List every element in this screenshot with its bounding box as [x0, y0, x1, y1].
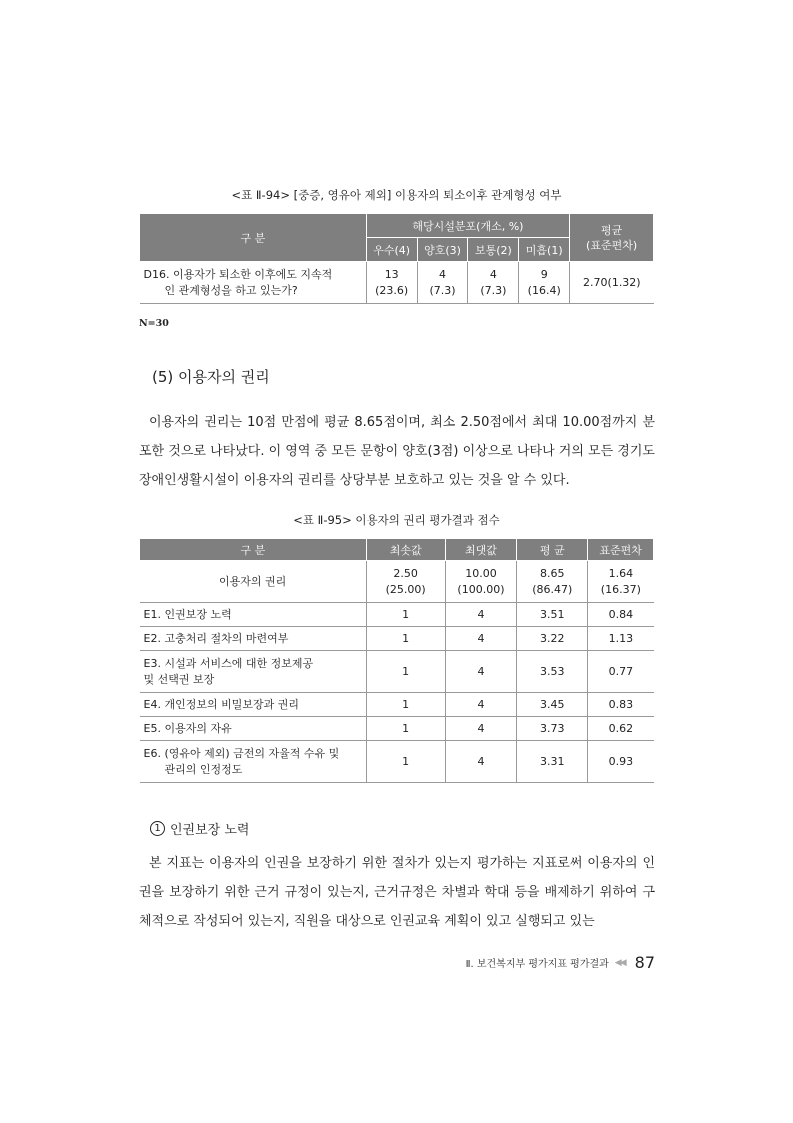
row-sd: 1.13 — [588, 627, 654, 651]
table-row — [140, 603, 654, 627]
table-94-header-col: 우수(4) — [366, 238, 417, 262]
table-94-mean: 2.70(1.32) — [570, 262, 654, 304]
table-row — [140, 561, 654, 603]
summary-min: 2.50 (25.00) — [366, 561, 445, 603]
row-sd: 0.62 — [588, 717, 654, 741]
pct-value: (16.4) — [527, 283, 561, 297]
table-row — [140, 627, 654, 651]
table-row — [140, 651, 654, 693]
pct-value: (7.3) — [429, 283, 456, 297]
table-row — [140, 693, 654, 717]
row-mean: 3.45 — [517, 693, 588, 717]
subsection-title: 인권보장 노력 — [170, 823, 250, 838]
table-94-header-mean: 평균 (표준편차) — [570, 214, 654, 262]
row-max: 4 — [445, 693, 517, 717]
table-95-header: 평 균 — [517, 539, 588, 561]
row-mean: 3.31 — [517, 741, 588, 783]
row-min: 1 — [366, 741, 445, 783]
paragraph-text: 이용자의 권리는 10점 만점에 평균 8.65점이며, 최소 2.50점에서 최대 10.00점까지 분포한 것으로 나타났다. 이 영역 중 모든 문항이 양호(3점) 이상으로 나타나 거의 모든 경기도 장애인생활시설이 이용자의 권리를 상당부분 보호하고 있는 것을 알 수 있다. — [139, 415, 655, 488]
pct-value: (7.3) — [480, 283, 507, 297]
count-value: 9 — [540, 267, 548, 281]
row-min: 1 — [366, 603, 445, 627]
table-95-caption: <표 Ⅱ-95> 이용자의 권리 평가결과 점수 — [293, 513, 500, 527]
table-95-header: 표준편차 — [588, 539, 654, 561]
count-value: 13 — [384, 267, 399, 281]
subsection-heading — [150, 819, 249, 838]
row-label: E4. 개인정보의 비밀보장과 권리 — [140, 693, 367, 717]
table-94-header-col: 보통(2) — [468, 238, 519, 262]
summary-max: 10.00 (100.00) — [445, 561, 517, 603]
circled-number: 1 — [150, 821, 165, 836]
table-95-header: 구 분 — [140, 539, 367, 561]
row-min: 1 — [366, 717, 445, 741]
row-sd: 0.84 — [588, 603, 654, 627]
row-sd: 0.77 — [588, 651, 654, 693]
table-94-cell — [519, 262, 570, 304]
row-mean: 3.22 — [517, 627, 588, 651]
row-label: E3. 시설과 서비스에 대한 정보제공 및 선택권 보장 — [140, 651, 367, 693]
row-min: 1 — [366, 693, 445, 717]
summary-label: 이용자의 권리 — [140, 561, 367, 603]
page-footer — [466, 953, 655, 972]
subsection-paragraph — [139, 849, 655, 936]
row-max: 4 — [445, 627, 517, 651]
row-min: 1 — [366, 651, 445, 693]
row-label: E1. 인권보장 노력 — [140, 603, 367, 627]
table-row — [140, 717, 654, 741]
paragraph-text: 본 지표는 이용자의 인권을 보장하기 위한 절차가 있는지 평가하는 지표로써 이용자의 인권을 보장하기 위한 근거 규정이 있는지, 근거규정은 차별과 학대 등을 배제하기 위하여 구체적으로 작성되어 있는지, 직원을 대상으로 인권교육 계획이 있고 실행되고 있는 — [139, 856, 655, 929]
count-value: 4 — [439, 267, 447, 281]
row-max: 4 — [445, 741, 517, 783]
row-label: E2. 고충처리 절차의 마련여부 — [140, 627, 367, 651]
table-94-header-group: 해당시설분포(개소, %) — [366, 214, 569, 238]
table-94-cell — [417, 262, 468, 304]
row-mean: 3.73 — [517, 717, 588, 741]
table-94-header-col: 양호(3) — [417, 238, 468, 262]
table-row — [140, 262, 654, 304]
double-arrow-icon: ◀◀ — [614, 957, 625, 968]
table-94 — [139, 213, 654, 304]
footer-chapter: Ⅱ. 보건복지부 평가지표 평가결과 — [465, 959, 609, 970]
table-95-header: 최솟값 — [366, 539, 445, 561]
table-95 — [139, 538, 654, 783]
table-95-header: 최댓값 — [445, 539, 517, 561]
summary-mean: 8.65 (86.47) — [517, 561, 588, 603]
row-min: 1 — [366, 627, 445, 651]
table-row — [140, 741, 654, 783]
row-max: 4 — [445, 717, 517, 741]
summary-sd: 1.64 (16.37) — [588, 561, 654, 603]
row-sd: 0.83 — [588, 693, 654, 717]
row-label: E6. (영유아 제외) 금전의 자율적 수유 및 관리의 인정정도 — [140, 741, 367, 783]
section-paragraph — [139, 408, 655, 495]
table-94-cell — [366, 262, 417, 304]
table-94-header-category: 구 분 — [140, 214, 367, 262]
sample-size-note: N=30 — [139, 318, 169, 329]
table-94-cell — [468, 262, 519, 304]
count-value: 4 — [489, 267, 497, 281]
row-max: 4 — [445, 651, 517, 693]
pct-value: (23.6) — [375, 283, 409, 297]
page-number: 87 — [634, 953, 655, 972]
table-94-header-col: 미흡(1) — [519, 238, 570, 262]
row-label: E5. 이용자의 자유 — [140, 717, 367, 741]
section-heading: (5) 이용자의 권리 — [152, 368, 270, 386]
row-sd: 0.93 — [588, 741, 654, 783]
table-94-row-label: D16. 이용자가 퇴소한 이후에도 지속적 인 관계형성을 하고 있는가? — [140, 262, 367, 304]
table-94-caption: <표 Ⅱ-94> [중증, 영유아 제외] 이용자의 퇴소이후 관계형성 여부 — [231, 188, 562, 202]
row-mean: 3.53 — [517, 651, 588, 693]
row-mean: 3.51 — [517, 603, 588, 627]
row-max: 4 — [445, 603, 517, 627]
